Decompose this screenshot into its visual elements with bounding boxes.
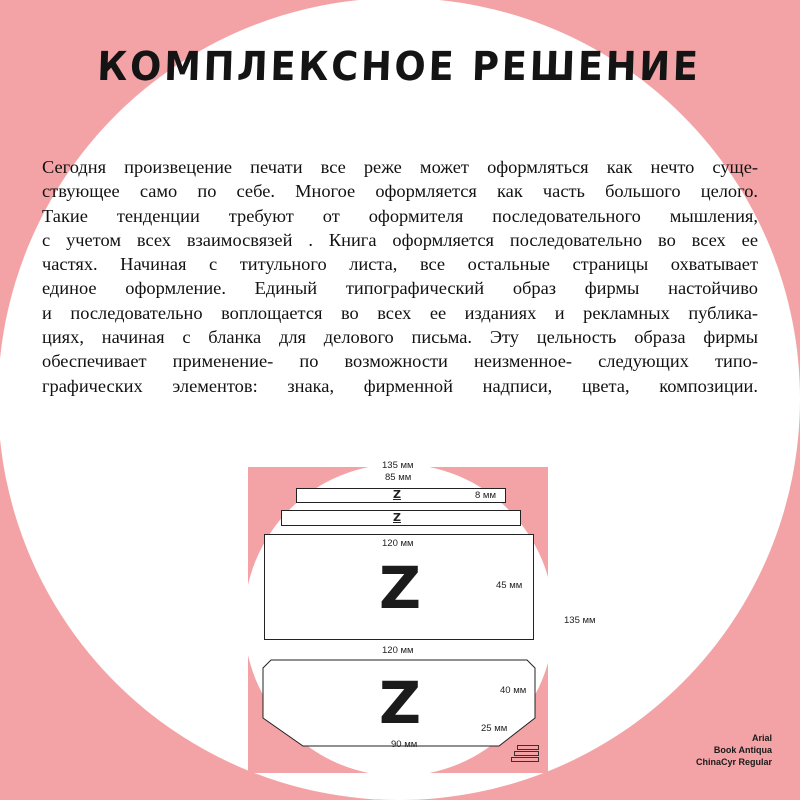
body-line: Такие тенденции требуют от оформителя последовательного мышления,: [42, 205, 758, 226]
logo-mark-large: Z: [379, 669, 422, 737]
body-text: [42, 155, 758, 398]
label-top-width: 135 мм: [382, 460, 414, 471]
label-strip-width: 85 мм: [385, 472, 412, 483]
body-line: циях, начиная с бланка для делового письма. Эту цельность образа фирмы: [42, 327, 758, 348]
layout-diagram: [248, 460, 548, 773]
page-title: КОМПЛЕКСНОЕ РЕШЕНИЕ: [96, 44, 702, 90]
body-line: и последовательно воплощается во всех ее изданиях и рекламных публика-: [42, 302, 758, 323]
stacked-sheets-icon: [511, 745, 539, 763]
body-line: с учетом всех взаимосвязей . Книга оформляется последовательно во всех ее: [42, 229, 758, 250]
body-line: обеспечивает применение- по возможности неизменное- следующих типо-: [42, 351, 758, 372]
body-line: графических элементов: знака, фирменной надписи, цвета, композиции.: [42, 375, 758, 396]
label-env-width: 120 мм: [382, 645, 414, 656]
font-name: Arial: [751, 733, 772, 743]
logo-mark-small: Z: [393, 488, 401, 501]
font-name: Book Antiqua: [713, 745, 772, 755]
label-card-width: 120 мм: [382, 538, 414, 549]
header-strip: [281, 510, 521, 526]
fonts-list: [696, 732, 772, 768]
body-line: ствующее само по себе. Многое оформляется как часть большого целого.: [42, 181, 758, 202]
body-line: частях. Начиная с титульного листа, все остальные страницы охватывает: [42, 254, 758, 275]
body-line: Сегодня произвецение печати все реже может оформляться как нечто суще-: [42, 157, 758, 177]
logo-mark-small: Z: [393, 511, 401, 524]
font-name: ChinaCyr Regular: [695, 757, 772, 767]
logo-mark-large: Z: [379, 554, 422, 622]
label-env-flap: 25 мм: [481, 723, 508, 734]
label-total-height: 135 мм: [564, 615, 596, 626]
label-env-height: 40 мм: [500, 685, 527, 696]
body-line: единое оформление. Единый типографический образ фирмы настойчиво: [42, 278, 758, 299]
label-env-bottom: 90 мм: [391, 739, 418, 750]
label-strip-height: 8 мм: [475, 490, 496, 501]
label-card-height: 45 мм: [496, 580, 523, 591]
